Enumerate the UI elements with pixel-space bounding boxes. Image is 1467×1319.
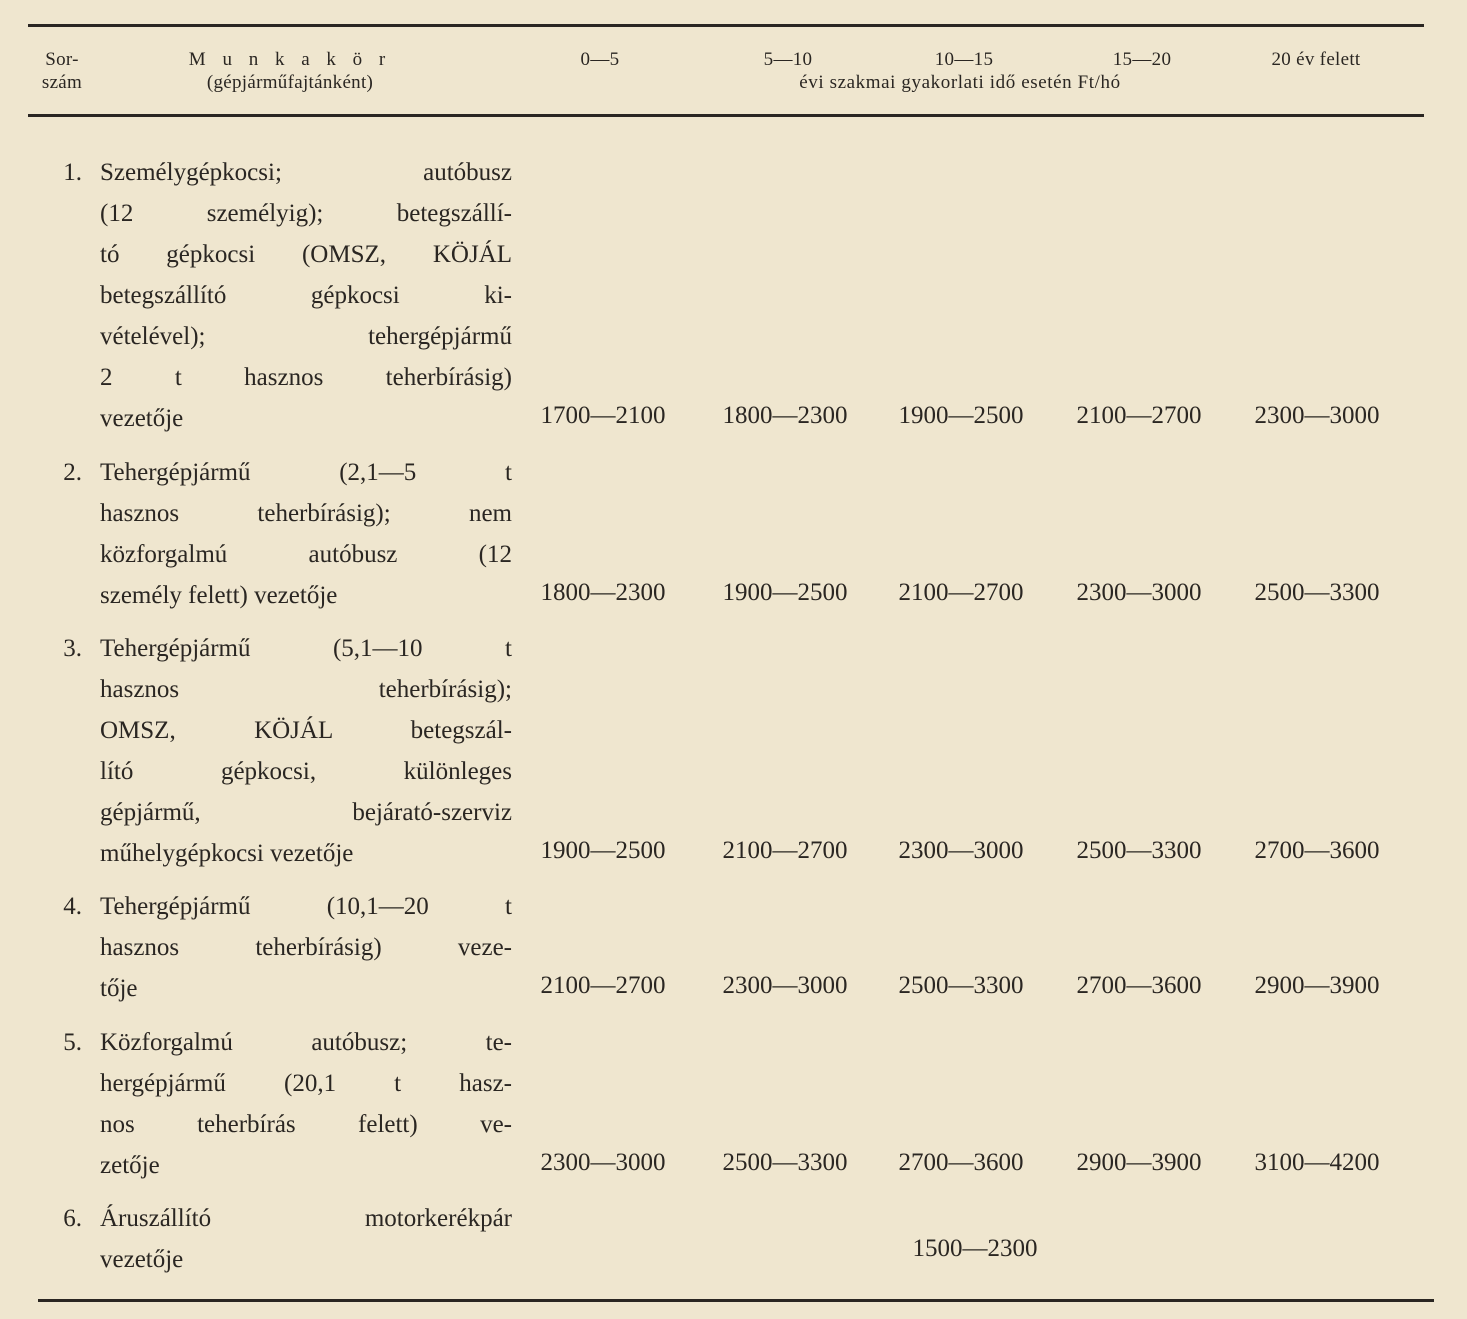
job-description-line: Személygépkocsi; autóbusz (100, 159, 512, 186)
salary-range-cell: 1900—2500 (722, 579, 848, 606)
row-number: 1. (63, 159, 82, 186)
salary-range-cell: 2300—3000 (898, 837, 1024, 864)
job-description-line: Közforgalmú autóbusz; te- (100, 1029, 512, 1056)
job-description-line: gépjármű, bejárató-szerviz (100, 799, 512, 826)
salary-range-cell: 2300—3000 (1076, 579, 1202, 606)
job-description-line: tó gépkocsi (OMSZ, KÖJÁL (100, 241, 512, 268)
salary-range-cell: 1800—2300 (722, 402, 848, 429)
salary-range-cell: 2500—3300 (722, 1149, 848, 1176)
job-description-line: Tehergépjármű (5,1—10 t (100, 635, 512, 662)
salary-range-cell: 3100—4200 (1254, 1149, 1380, 1176)
job-description-line: tője (100, 975, 138, 1002)
table-row (40, 152, 512, 439)
header-munkakor (150, 48, 430, 94)
salary-range-cell: 1700—2100 (540, 402, 666, 429)
salary-range-cell: 2500—3300 (1076, 837, 1202, 864)
salary-range-cell: 1800—2300 (540, 579, 666, 606)
job-description (100, 886, 512, 1009)
salary-range-cell: 2900—3900 (1254, 972, 1380, 999)
salary-range-cell: 2700—3600 (1076, 972, 1202, 999)
salary-range-cell: 2100—2700 (722, 837, 848, 864)
job-description-line: vezetője (100, 1246, 184, 1273)
job-description-line: Tehergépjármű (10,1—20 t (100, 893, 512, 920)
job-description-line: 2 t hasznos teherbírásig) (100, 364, 512, 391)
salary-range-cell: 2300—3000 (540, 1149, 666, 1176)
job-description-line: hasznos teherbírásig); nem (100, 500, 512, 527)
table-row (40, 452, 512, 616)
header-sorszam (22, 48, 102, 94)
row-number: 5. (63, 1029, 82, 1056)
row-number: 4. (63, 893, 82, 920)
header-col-10-15: 10—15 (934, 49, 994, 70)
job-description-line: hasznos teherbírásig); (100, 676, 512, 703)
header-col-20-plus: 20 év felett (1271, 49, 1361, 70)
table-row (40, 1022, 512, 1186)
row-number: 2. (63, 459, 82, 486)
job-description-line: lító gépkocsi, különleges (100, 758, 512, 785)
job-description-line: (12 személyig); betegszállí- (100, 200, 512, 227)
table-row (40, 1198, 512, 1280)
job-description-line: műhelygépkocsi vezetője (100, 840, 354, 867)
job-description (100, 452, 512, 616)
header-sor-text: Sor- (45, 49, 79, 70)
salary-range-cell: 2100—2700 (898, 579, 1024, 606)
job-description-line: vezetője (100, 405, 184, 432)
job-description-line: zetője (100, 1152, 160, 1179)
job-description-line: közforgalmú autóbusz (12 (100, 541, 512, 568)
job-description-line: betegszállító gépkocsi ki- (100, 282, 512, 309)
job-description (100, 628, 512, 874)
salary-range-cell: 1900—2500 (540, 837, 666, 864)
job-description-line: vételével); tehergépjármű (100, 323, 512, 350)
salary-range-cell: 2300—3000 (1254, 402, 1380, 429)
job-description-line: nos teherbírás felett) ve- (100, 1111, 512, 1138)
salary-range-cell: 1900—2500 (898, 402, 1024, 429)
header-col-15-20: 15—20 (1112, 49, 1172, 70)
header-munkakor-subtitle: (gépjárműfajtánként) (206, 72, 374, 93)
salary-range-cell: 2500—3300 (898, 972, 1024, 999)
top-rule (28, 24, 1424, 27)
header-rule (28, 114, 1424, 117)
job-description-line: Áruszállító motorkerékpár (100, 1205, 512, 1232)
job-description (100, 1022, 512, 1186)
header-col-5-10: 5—10 (763, 49, 813, 70)
salary-range-cell: 2700—3600 (898, 1149, 1024, 1176)
job-description-line: hergépjármű (20,1 t hasz- (100, 1070, 512, 1097)
salary-range-cell: 2100—2700 (540, 972, 666, 999)
job-description-line: Tehergépjármű (2,1—5 t (100, 459, 512, 486)
header-unit-line: évi szakmai gyakorlati idő esetén Ft/hó (799, 72, 1121, 93)
job-description-line: hasznos teherbírásig) veze- (100, 934, 512, 961)
job-description (100, 1198, 512, 1280)
salary-range-cell: 1500—2300 (912, 1235, 1038, 1262)
table-row (40, 628, 512, 874)
job-description (100, 152, 512, 439)
header-szam-text: szám (41, 72, 83, 93)
salary-range-cell: 2100—2700 (1076, 402, 1202, 429)
salary-range-cell: 2500—3300 (1254, 579, 1380, 606)
row-number: 3. (63, 635, 82, 662)
header-munkakor-title: M u n k a k ö r (188, 49, 392, 70)
job-description-line: OMSZ, KÖJÁL betegszál- (100, 717, 512, 744)
row-number: 6. (63, 1205, 82, 1232)
job-description-line: személy felett) vezetője (100, 582, 338, 609)
salary-range-cell: 2300—3000 (722, 972, 848, 999)
salary-range-cell: 2900—3900 (1076, 1149, 1202, 1176)
salary-range-cell: 2700—3600 (1254, 837, 1380, 864)
bottom-rule (38, 1299, 1434, 1302)
table-row (40, 886, 512, 1009)
header-col-0-5: 0—5 (580, 49, 620, 70)
